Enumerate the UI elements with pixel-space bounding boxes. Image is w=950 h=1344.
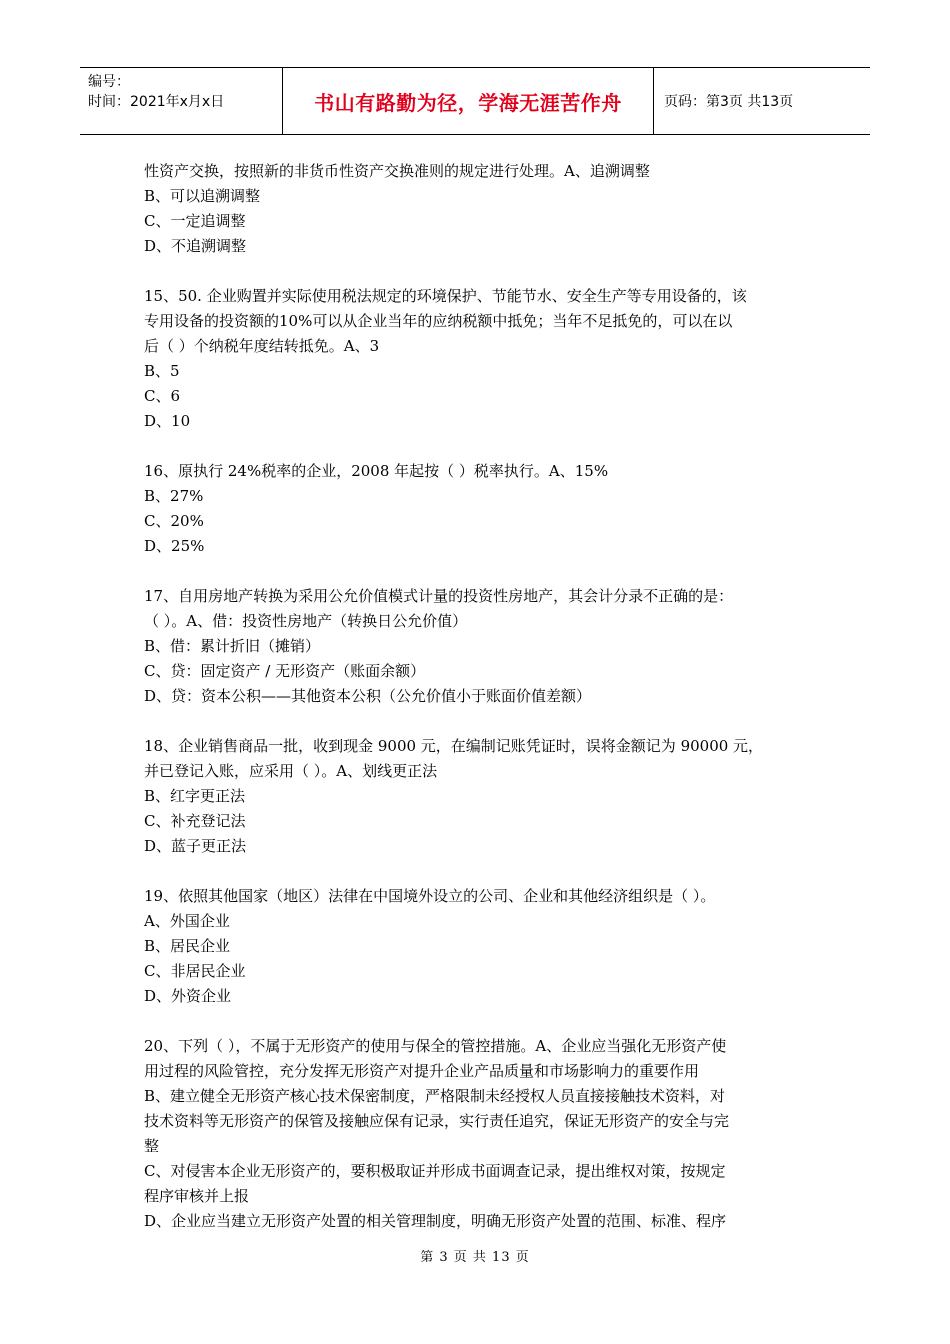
- answer-option: C、补充登记法: [144, 812, 246, 830]
- answer-option: D、外资企业: [144, 987, 232, 1005]
- question-line: 专用设备的投资额的10%可以从企业当年的应纳税额中抵免；当年不足抵免的，可以在以: [144, 312, 733, 330]
- question-block: [144, 159, 814, 259]
- header-motto-cell: [282, 68, 654, 134]
- question-line: 17、自用房地产转换为采用公允价值模式计量的投资性房地产，其会计分录不正确的是：: [144, 587, 734, 605]
- answer-option: C、一定追调整: [144, 212, 246, 230]
- question-line: 性资产交换，按照新的非货币性资产交换准则的规定进行处理。A、追溯调整: [144, 162, 650, 180]
- question-line: 后（ ）个纳税年度结转抵免。A、3: [144, 337, 380, 355]
- answer-option: C、6: [144, 387, 181, 405]
- answer-option: B、居民企业: [144, 937, 231, 955]
- question-block: [144, 584, 814, 709]
- page-footer: 第 3 页 共 13 页: [420, 1250, 530, 1265]
- question-line: 18、企业销售商品一批，收到现金 9000 元，在编制记账凭证时，误将金额记为 90000 元，: [144, 737, 764, 755]
- answer-option: B、可以追溯调整: [144, 187, 261, 205]
- answer-option: B、红字更正法: [144, 787, 246, 805]
- question-line: 16、原执行 24%税率的企业，2008 年起按（ ）税率执行。A、15%: [144, 462, 609, 480]
- answer-option: C、非居民企业: [144, 962, 246, 980]
- answer-option: B、借：累计折旧（摊销）: [144, 637, 321, 655]
- page-header: [80, 67, 870, 135]
- answer-option: B、建立健全无形资产核心技术保密制度，严格限制未经授权人员直接接触技术资料，对: [144, 1087, 726, 1105]
- header-motto: 书山有路勤为径，学海无涯苦作舟: [314, 90, 622, 115]
- question-line: （ ）。A、借：投资性房地产（转换日公允价值）: [144, 612, 468, 630]
- answer-option: D、不追溯调整: [144, 237, 247, 255]
- answer-option: D、25%: [144, 537, 205, 555]
- answer-option: 程序审核并上报: [144, 1187, 250, 1205]
- question-line: 用过程的风险管控，充分发挥无形资产对提升企业产品质量和市场影响力的重要作用: [144, 1062, 700, 1080]
- answer-option: D、企业应当建立无形资产处置的相关管理制度，明确无形资产处置的范围、标准、程序: [144, 1212, 727, 1230]
- question-line: 15、50. 企业购置并实际使用税法规定的环境保护、节能节水、安全生产等专用设备的，该: [144, 287, 747, 305]
- answer-option: D、蓝子更正法: [144, 837, 247, 855]
- answer-option: C、对侵害本企业无形资产的，要积极取证并形成书面调查记录，提出维权对策，按规定: [144, 1162, 726, 1180]
- answer-option: C、20%: [144, 512, 204, 530]
- question-block: [144, 1034, 814, 1234]
- question-block: [144, 884, 814, 1009]
- question-line: 19、依照其他国家（地区）法律在中国境外设立的公司、企业和其他经济组织是（ ）。: [144, 887, 716, 905]
- answer-option: D、贷：资本公积——其他资本公积（公允价值小于账面价值差额）: [144, 687, 592, 705]
- answer-option: B、27%: [144, 487, 204, 505]
- answer-option: 技术资料等无形资产的保管及接触应保有记录，实行责任追究，保证无形资产的安全与完: [144, 1112, 730, 1130]
- question-line: 并已登记入账，应采用（ ）。A、划线更正法: [144, 762, 438, 780]
- header-number-label: 编号：: [88, 74, 130, 90]
- header-page-info: 页码：第3页 共13页: [664, 94, 794, 110]
- question-line: 20、下列（ ），不属于无形资产的使用与保全的管控措施。A、企业应当强化无形资产使: [144, 1037, 727, 1055]
- header-date-label: 时间：2021年x月x日: [88, 94, 225, 110]
- header-page-info-cell: [654, 68, 870, 134]
- header-meta: [80, 68, 282, 134]
- document-body: [144, 159, 814, 1259]
- question-block: [144, 734, 814, 859]
- answer-option: D、10: [144, 412, 191, 430]
- answer-option: C、贷：固定资产 / 无形资产（账面余额）: [144, 662, 426, 680]
- question-block: [144, 284, 814, 434]
- answer-option: B、5: [144, 362, 180, 380]
- answer-option: A、外国企业: [144, 912, 230, 930]
- question-block: [144, 459, 814, 559]
- answer-option: 整: [144, 1137, 160, 1155]
